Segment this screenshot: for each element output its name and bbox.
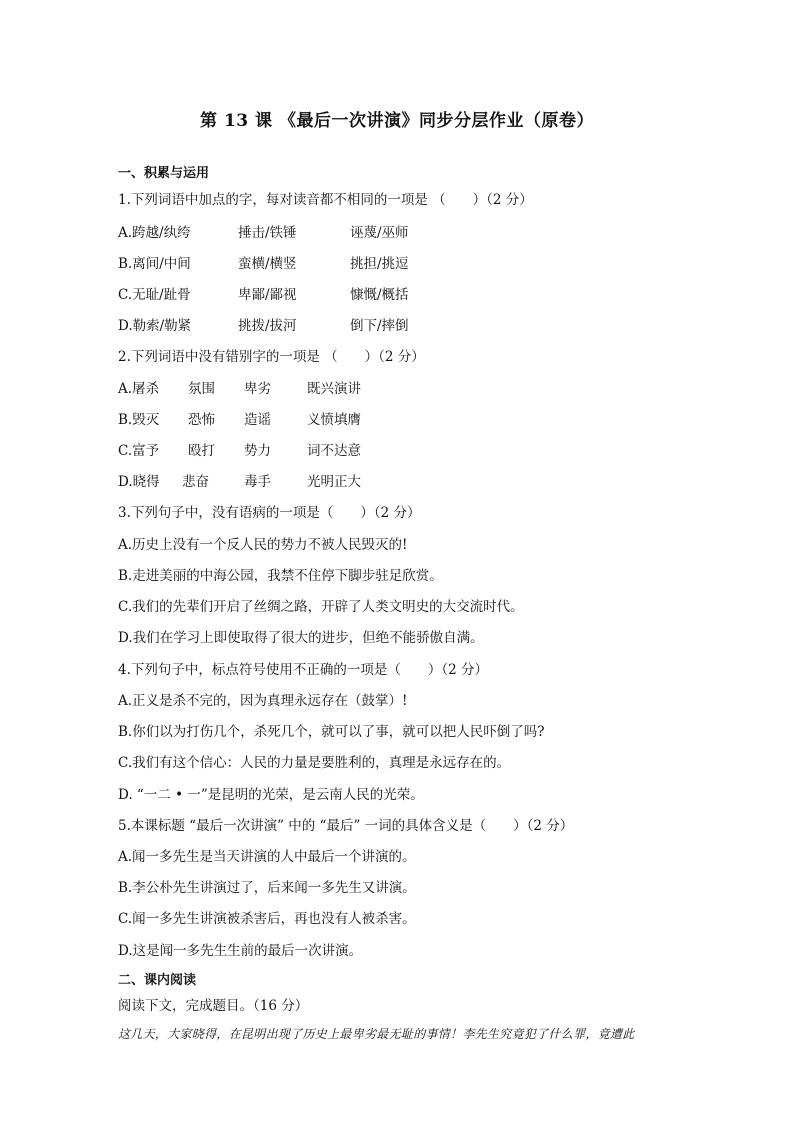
question-5-stem: 5.本课标题 “最后一次讲演” 中的 “最后” 一词的具体含义是（ ）（2 分） [118,818,574,834]
section-heading-accumulation: 一、积累与运用 [118,166,210,181]
q2-option-c-word1: C.富予 [118,443,160,459]
q1-option-c-pair2: 卑鄙/鄙视 [238,287,297,303]
q2-option-b-word1: B.毁灭 [118,412,160,428]
reading-instruction: 阅读下文，完成题目。（16 分） [118,998,309,1014]
question-1-stem: 1.下列词语中加点的字，每对读音都不相同的一项是 （ ）（2 分） [118,192,533,208]
q5-option-b: B.李公朴先生讲演过了，后来闻一多先生又讲演。 [118,880,416,896]
q4-option-b: B.你们以为打伤几个，杀死几个，就可以了事，就可以把人民吓倒了吗? [118,724,545,740]
q4-option-c: C.我们有这个信心：人民的力量是要胜利的，真理是永远存在的。 [118,755,511,771]
q2-option-a-word1: A.屠杀 [118,381,160,397]
q1-option-b-pair1: B.离间/中间 [118,256,191,272]
q2-option-b-word2: 恐怖 [188,412,215,428]
q1-option-a-pair2: 捶击/铁锤 [238,225,297,241]
question-3-stem: 3.下列句子中，没有语病的一项是（ ）（2 分） [118,505,421,521]
q2-option-c-word3: 势力 [244,443,271,459]
reading-passage-first-line: 这几天，大家晓得，在昆明出现了历史上最卑劣最无耻的事情！李先生究竟犯了什么罪，竟遭此 [118,1027,635,1041]
q2-option-c-word2: 殴打 [188,443,215,459]
q5-option-c: C.闻一多先生讲演被杀害后，再也没有人被杀害。 [118,911,416,927]
page-title: 第 13 课 《最后一次讲演》同步分层作业（原卷） [200,111,594,131]
q2-option-b-word3: 造谣 [244,412,271,428]
q3-option-c: C.我们的先辈们开启了丝绸之路，开辟了人类文明史的大交流时代。 [118,599,524,615]
q2-option-a-word2: 氛围 [188,381,215,397]
q1-option-b-pair2: 蛮横/横竖 [238,256,297,272]
q5-option-a: A.闻一多先生是当天讲演的人中最后一个讲演的。 [118,849,416,865]
question-2-stem: 2.下列词语中没有错别字的一项是 （ ）（2 分） [118,349,425,365]
question-4-stem: 4.下列句子中，标点符号使用不正确的一项是（ ）（2 分） [118,662,489,678]
q4-option-d: D. “一二 • 一”是昆明的光荣，是云南人民的光荣。 [118,787,424,803]
q2-option-b-word4: 义愤填膺 [307,412,361,428]
q1-option-d-pair2: 挑拨/拔河 [238,318,297,334]
q2-option-c-word4: 词不达意 [307,443,361,459]
q4-option-a: A.正义是杀不完的，因为真理永远存在（鼓掌）! [118,693,408,709]
section-heading-reading: 二、课内阅读 [118,973,197,988]
q1-option-a-pair1: A.跨越/纨绔 [118,225,191,241]
q1-option-c-pair1: C.无耻/趾骨 [118,287,191,303]
q1-option-a-pair3: 诬蔑/巫师 [350,225,409,241]
q2-option-d-word1: D.晓得 [118,474,160,490]
q3-option-b: B.走进美丽的中海公园，我禁不住停下脚步驻足欣赏。 [118,568,443,584]
q1-option-c-pair3: 慷慨/概括 [350,287,409,303]
q1-option-b-pair3: 挑担/挑逗 [350,256,409,272]
q3-option-d: D.我们在学习上即使取得了很大的进步，但绝不能骄傲自满。 [118,630,484,646]
q1-option-d-pair1: D.勒索/勒紧 [118,318,192,334]
q2-option-d-word2: 悲奋 [182,474,209,490]
q2-option-d-word4: 光明正大 [307,474,361,490]
q2-option-a-word4: 既兴演讲 [307,381,361,397]
q5-option-d: D.这是闻一多先生生前的最后一次讲演。 [118,943,363,959]
q3-option-a: A.历史上没有一个反人民的势力不被人民毁灭的! [118,537,408,553]
q1-option-d-pair3: 倒下/摔倒 [350,318,409,334]
q2-option-d-word3: 毒手 [244,474,271,490]
q2-option-a-word3: 卑劣 [244,381,271,397]
